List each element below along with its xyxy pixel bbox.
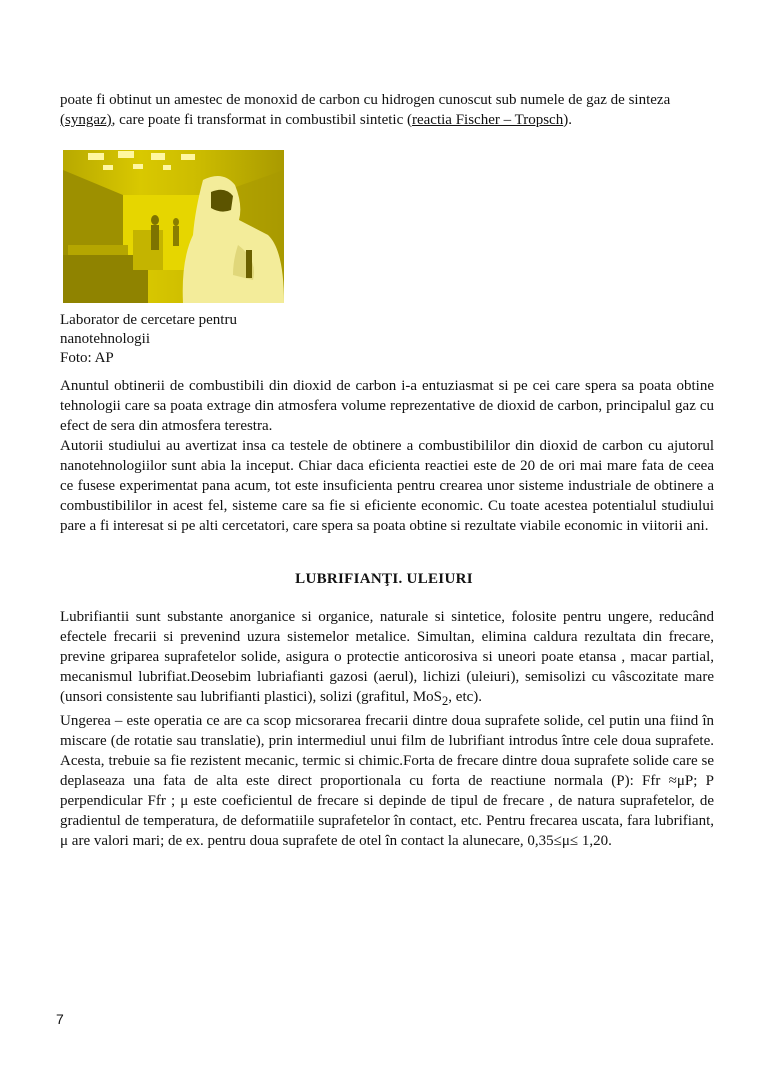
paragraph-co2-announcement: Anuntul obtinerii de combustibili din dioxid de carbon i-a entuziasmat si pe cei care spera sa poata obtine tehnologii care sa poata extrage din atmosfera volume reprezentative de dioxid de carbon, principalul gaz cu efect de sera din atmosfera terestra. bbox=[60, 378, 714, 434]
lab-photo-illustration bbox=[63, 150, 284, 303]
paragraph-study-warning: Autorii studiului au avertizat insa ca testele de obtinere a combustibililor din dioxid de carbon cu ajutorul nanotehnologiilor sunt abia la inceput. Chiar daca eficienta reactiei este de 20 de ori mai mare fata de ceea ce fusese experimentat pana acum, tot este insuficienta pentru crearea unor sisteme industriale de obtinere a combustibililor in acest fel, sisteme care sa fie si eficiente economic. Cu toate acestea potentialul studiului pare a fi interesat si pe alti cercetatori, care spera sa poata obtine si rezultate viabile economic in viitorii ani. bbox=[60, 438, 714, 534]
lubrifianti-text: Lubrifiantii sunt substante anorganice si organice, naturale si sintetice, folosite pentru ungere, reducând efectele frecarii si prevenind uzura sistemelor metalice. Simultan, elimina caldura rezultata din frecare, previne griparea suprafetelor solide, asigura o protectie anticorosiva si uneori poate etansa , macar partial, mecanismul lubrifiat.Deosebim lubriafianti gazosi (aerul), lichizi (uleiuri), semisolizi cu vâscozitate mare (unsori consistente sau lubrifianti plastici), solizi (grafitul, MoS bbox=[60, 609, 714, 705]
syngaz-link[interactable]: (syngaz) bbox=[60, 112, 112, 128]
intro-paragraph bbox=[60, 90, 710, 130]
intro-text-end: ). bbox=[563, 112, 572, 128]
fischer-tropsch-link[interactable]: reactia Fischer – Tropsch bbox=[411, 112, 564, 128]
page-number: 7 bbox=[56, 1011, 64, 1027]
caption-credit: Foto: AP bbox=[60, 350, 114, 366]
intro-text-start: poate fi obtinut un amestec de monoxid de carbon cu hidrogen cunoscut sub numele de gaz de sinteza bbox=[60, 92, 671, 108]
photo-caption bbox=[60, 311, 300, 368]
caption-line: nanotehnologii bbox=[60, 331, 150, 347]
subscript-2: 2 bbox=[442, 694, 449, 708]
caption-line: Laborator de cercetare pentru bbox=[60, 312, 237, 328]
lubrifianti-text-end: , etc). bbox=[448, 689, 483, 705]
paragraph-ungere: Ungerea – este operatia ce are ca scop micsorarea frecarii dintre doua suprafete solide, cel putin una fiind în miscare (de rotatie sau translatie), prin intermediul unui film de lubrifiant introdus între cele doua suprafete. Acesta, trebuie sa fie rezistent mecanic, termic si chimic.Forta de frecare dintre doua suprafete solide care se deplaseaza una fata de alta este direct proportionala cu forta de reactiune normala (P): Ffr ≈μP; P perpendicular Ffr ; μ este coeficientul de frecare si depinde de tipul de frecare , de natura suprafetelor, de gradientul de temperatura, de deformatiile suprafetelor în contact, etc. Pentru frecarea uscata, fara lubrifiant, μ are valori mari; de ex. pentru doua suprafete de otel în contact la alunecare, 0,35≤μ≤ 1,20. bbox=[60, 713, 714, 849]
paragraph-lubrifianti bbox=[60, 607, 714, 711]
lab-photo bbox=[63, 150, 284, 303]
intro-text-middle: , care poate fi transformat in combustibil sintetic ( bbox=[111, 112, 412, 128]
section-heading: LUBRIFIANŢI. ULEIURI bbox=[295, 571, 473, 587]
article-body bbox=[60, 376, 714, 536]
section-body bbox=[60, 607, 714, 851]
